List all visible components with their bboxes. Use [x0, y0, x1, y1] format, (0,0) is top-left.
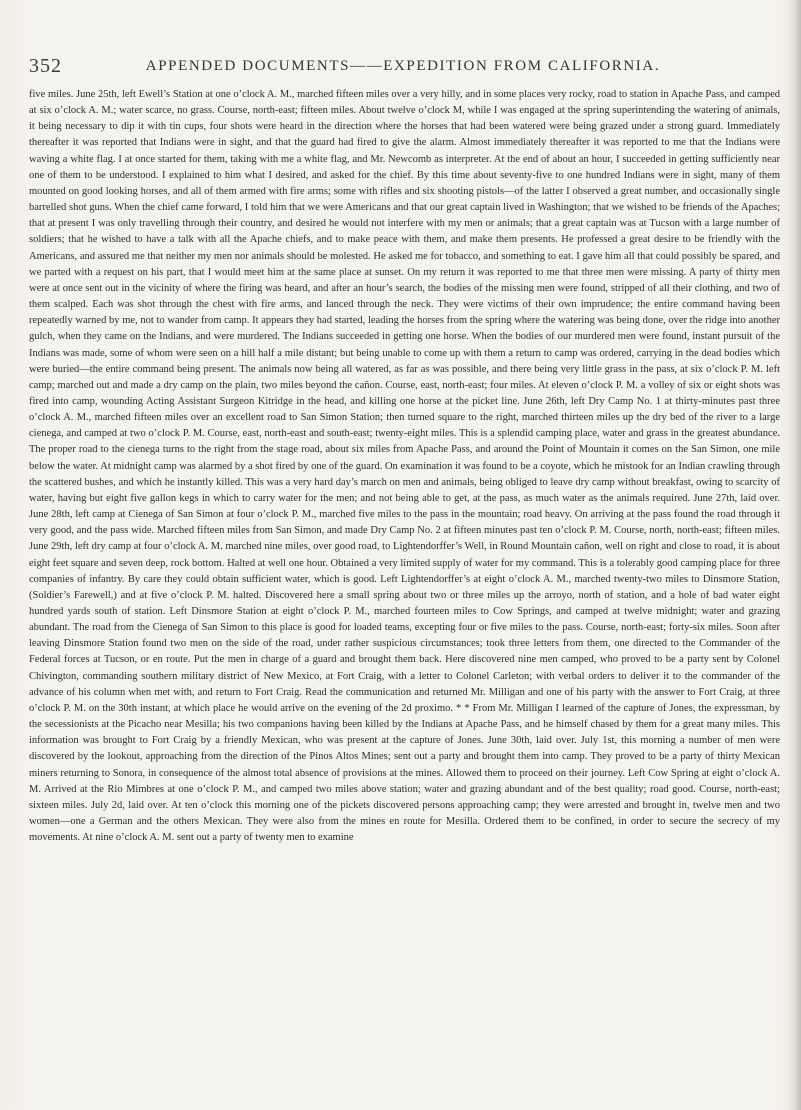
page-edge-shadow	[787, 0, 801, 1110]
page-header	[29, 55, 777, 77]
body-paragraph: five miles. June 25th, left Ewell’s Station at one o’clock A. M., marched fifteen miles over a very hilly, and in some places very rocky, road to station in Apache Pass, and camped at six o’clock A. M.; water scarce, no grass. Course, north-east; fifteen miles. About twelve o’clock M, while I was engaged at the spring superintending the watering of animals, it being necessary to dip it with tin cups, four shots were heard in the direction where the horses that had been watered were being grazed under a strong guard. Immediately thereafter it was reported that Indians were in sight, and that the guard had fired to give the alarm. Almost immediately thereafter it was reported to me that the Indians were waving a white flag. I at once started for them, taking with me a white flag, and Mr. Newcomb as interpreter. At the end of about an hour, I succeeded in getting sufficiently near one of them to be understood. I explained to him what I desired, and asked for the chief. By this time about seventy-five to one hundred Indians were in sight, many of them mounted on good looking horses, and all of them armed with fire arms; some with rifles and six shooting pistols—of the latter I observed a great number, and occasionally single barrelled shot guns. When the chief came forward, I told him that we were Americans and that our great captain lived in Washington; that we wished to be friends of the Apaches; that at present I was only travelling through their country, and desired he would not interfere with my men or animals; that a great captain was at Tucson with a large number of soldiers; that he wished to have a talk with all the Apache chiefs, and to make peace with them, and make them presents. He professed a great desire to be friendly with the Americans, and assured me that neither my men nor animals should be molested. He asked me for tobacco, and something to eat. I gave him all that could possibly be spared, and we parted with a request on his part, that I would meet him at the same place at sunset. On my return it was reported to me that three men were missing. A party of thirty men were at once sent out in the vicinity of where the firing was heard, and after an hour’s search, the bodies of the missing men were found, stripped of all their clothing, and two of them scalped. Each was shot through the chest with fire arms, and lanced through the neck. They were victims of their own imprudence; the entire command having been repeatedly warned by me, not to wander from camp. It appears they had started, leading the horses from the spring where the watering was being done, over the ridge into another gulch, when they came on the Indians, and were murdered. The Indians succeeded in getting one horse. When the bodies of our murdered men were found, instant pursuit of the Indians was made, some of whom were seen on a hill half a mile distant; but being unable to come up with them a return to camp was ordered, carrying in the dead bodies which were buried—the entire command being present. The animals now being all watered, as far as was possible, and there being very little grass in the pass, at six o’clock P. M. left camp; marched out and made a dry camp on the plain, two miles beyond the cañon. Course, east, north-east; four miles. At eleven o’clock P. M. a volley of six or eight shots was fired into camp, wounding Acting Assistant Surgeon Kitridge in the head, and killing one horse at the picket line. June 26th, left Dry Camp No. 1 at thirty-minutes past three o’clock A. M., marched fifteen miles over an excellent road to San Simon Station; then turned square to the right, marched thirteen miles up the dry bed of the river to a large cienega, and camped at two o’clock P. M. Course, east, north-east and south-east; twenty-eight miles. This is a splendid camping place, water and grass in the greatest abundance. The proper road to the cienega turns to the right from the stage road, about six miles from Apache Pass, and around the Point of Mountain it comes on the San Simon, one mile below the water. At midnight camp was alarmed by a shot fired by one of the guard. On examination it was found to be a coyote, which he mistook for an Indian crawling through the scattered bushes, and which he instantly killed. This was a very hard day’s march on men and animals, being obliged to leave dry camp without breakfast, owing to scarcity of water, having but eight five gallon kegs in which to carry water for the men; and not being able to get, at the pass, as much water as the animals required. June 27th, laid over. June 28th, left camp at Cienega of San Simon at four o’clock P. M., marched five miles to the pass in the mountain; road heavy. On arriving at the pass found the road through it very good, and the pass wide. Marched fifteen miles from San Simon, and made Dry Camp No. 2 at fifteen minutes past ten o’clock P. M. Course, north, north-east; fifteen miles. June 29th, left dry camp at four o’clock A. M. marched nine miles, over good road, to Lightendorffer’s Well, in Round Mountain cañon, well on right and close to road, it is about eight feet square and seven deep, rock bottom. Halted at well one hour. Obtained a very limited supply of water for my command. This is a tolerably good camping place for three companies of infantry. By care they could obtain sufficient water, which is good. Left Lightendorffer’s at eight o’clock A. M., marched twenty-two miles to Dinsmore Station, (Soldier’s Farewell,) and at five o’clock P. M. halted. Discovered here a small spring about two or three miles up the arroyo, north of station, and a hole of bad water eight hundred yards south of station. Left Dinsmore Station at eight o’clock P. M., marched fourteen miles to Cow Springs, and camped at twelve midnight; water and grazing abundant. The road from the Cienega of San Simon to this place is good for loaded teams, excepting four or five miles to the pass. Course, north-east; forty-six miles. Soon after leaving Dinsmore Station found two men on the side of the road, under rather suspicious circumstances; took three letters from them, one directed to the Commander of the Federal forces at Tucson, or en route. Put the men in charge of a guard and brought them back. Here discovered nine men camped, who proved to be a party sent by Colonel Chivington, commanding southern military district of New Mexico, at Fort Craig, with a letter to Colonel Carleton; with verbal orders to deliver it to the commander of the advance of his column when met with, and return to Fort Craig. Read the communication and returned Mr. Milligan and one of his party with the answer to Fort Craig, at three o’clock P. M. on the 30th instant, at which place he would arrive on the evening of the 2d proximo. * * From Mr. Milligan I learned of the capture of Jones, the expressman, by the secessionists at the Picacho near Mesilla; his two companions having been killed by the Indians at Apache Pass, and he himself chased by them for a great many miles. This information was brought to Fort Craig by a friendly Mexican, who was present at the capture of Jones. June 30th, laid over. July 1st, this morning a number of men were discovered by the lookout, approaching from the direction of the Pinos Altos Mines; sent out a party and brought them into camp. They proved to be a party of thirty Mexican miners returning to Sonora, in consequence of the almost total absence of provisions at the mines. Allowed them to proceed on their journey. Left Cow Spring at eight o’clock A. M. Arrived at the Rio Mimbres at one o’clock P. M., and camped two miles above station; water and grazing abundant and of the best quality; road good. Course, north-east; sixteen miles. July 2d, laid over. At ten o’clock this morning one of the pickets discovered persons approaching camp; they were arrested and brought in, twelve men and two women—one a German and the others Mexican. They were also from the mines en route for Mesilla. Ordered them to be confined, in order to secure the secrecy of my movements. At nine o’clock A. M. sent out a party of twenty men to examine	[29, 89, 780, 844]
page-number: 352	[29, 55, 62, 77]
running-head: APPENDED DOCUMENTS——EXPEDITION FROM CALIFORNIA.	[145, 58, 661, 74]
